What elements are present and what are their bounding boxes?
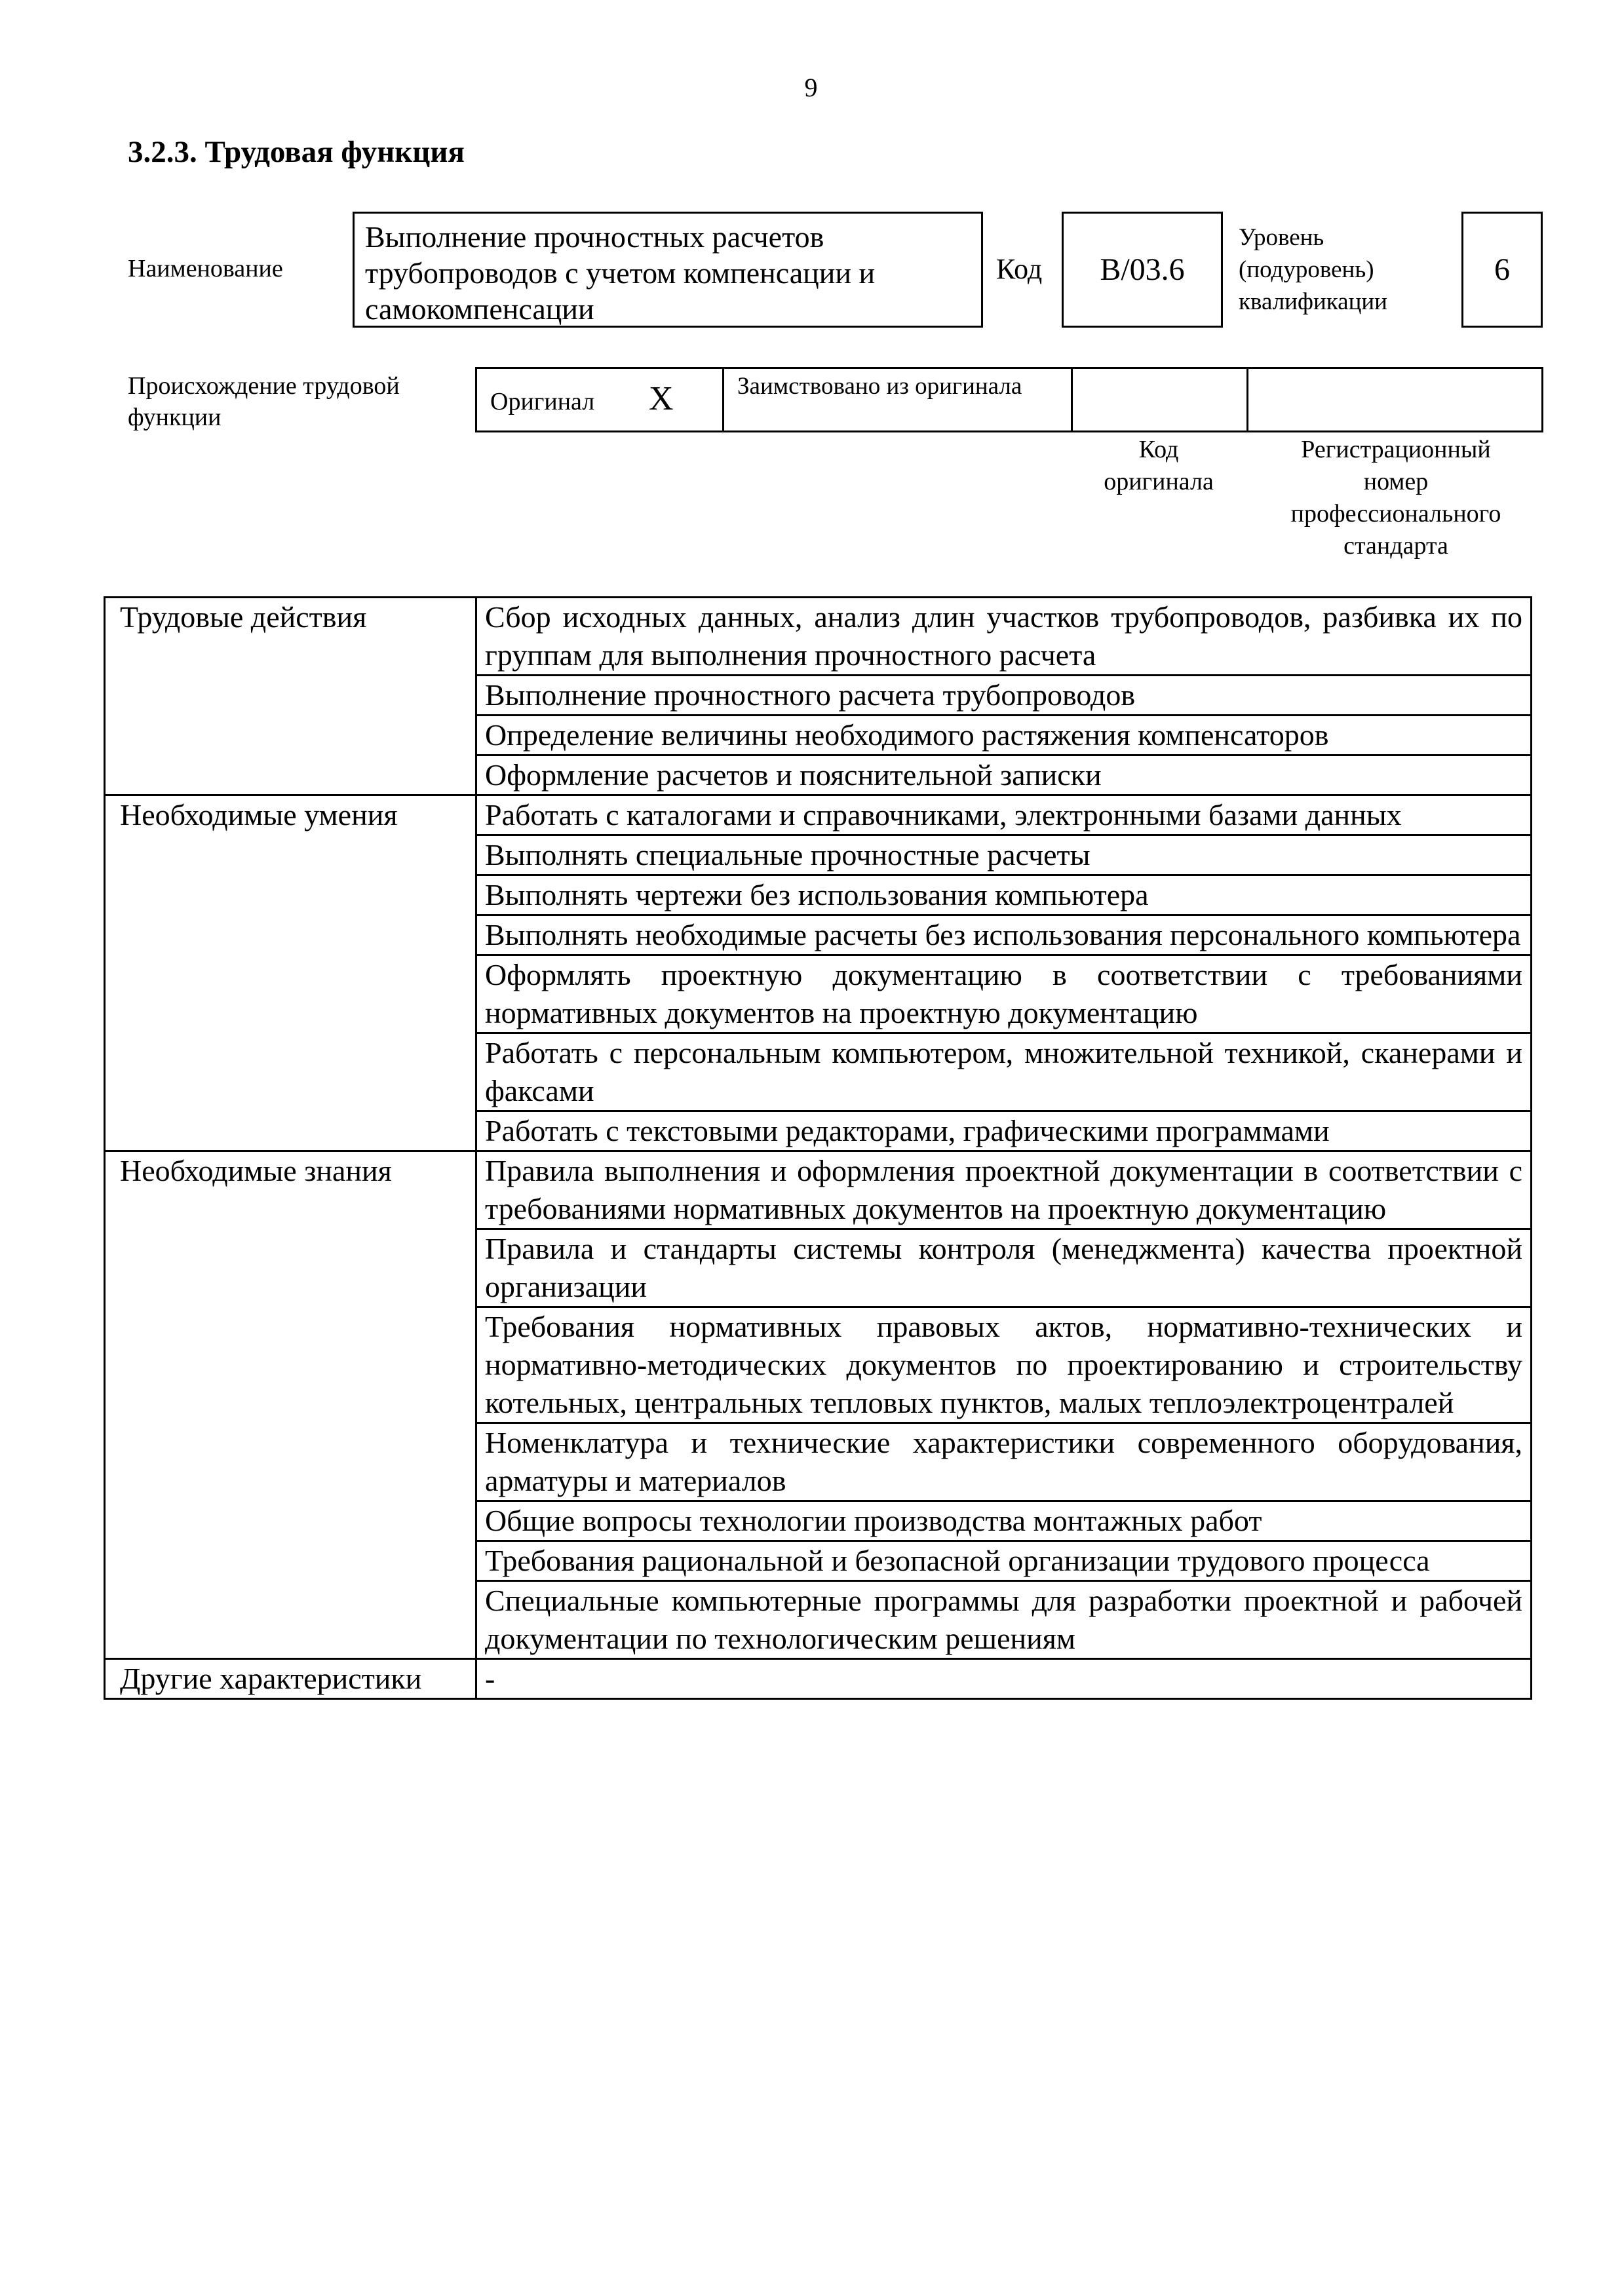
reg-number-cell	[1248, 369, 1541, 430]
original-label: Оригинал	[490, 388, 595, 415]
origin-row	[475, 367, 1543, 432]
table-row	[105, 1659, 1532, 1699]
function-table	[104, 596, 1532, 1700]
origin-label: Происхождение трудовой функции	[128, 372, 400, 431]
level-label-line: квалификации	[1239, 288, 1387, 315]
level-label-line: Уровень	[1239, 224, 1324, 251]
labor-action-item: Сбор исходных данных, анализ длин участков трубопроводов, разбивка их по группам для выполнения прочностного расчета	[476, 598, 1532, 676]
caption-line: стандарта	[1343, 532, 1448, 560]
name-value: Выполнение прочностных расчетов трубопроводов с учетом компенсации и самокомпенсации	[353, 212, 983, 328]
skill-item: Выполнять чертежи без использования компьютера	[476, 875, 1532, 915]
skill-item: Работать с каталогами и справочниками, электронными базами данных	[476, 795, 1532, 835]
labor-action-item: Оформление расчетов и пояснительной записки	[476, 756, 1532, 795]
knowledge-item: Требования нормативных правовых актов, нормативно-технических и нормативно-методических документов по проектированию и строительству котельных, центральных тепловых пунктов, малых теплоэлектроцентралей	[476, 1307, 1532, 1423]
reg-number-caption	[1248, 434, 1543, 562]
caption-line: профессионального	[1290, 500, 1501, 527]
labor-actions-label: Трудовые действия	[105, 598, 476, 795]
knowledge-item: Правила выполнения и оформления проектной документации в соответствии с требованиями нормативных документов на проектную документацию	[476, 1151, 1532, 1229]
skill-item: Выполнять необходимые расчеты без использования персонального компьютера	[476, 915, 1532, 955]
caption-line: номер	[1363, 468, 1429, 495]
code-value: В/03.6	[1062, 212, 1223, 328]
page-number: 9	[804, 73, 818, 102]
borrowed-label: Заимствовано из оригинала	[724, 369, 1073, 430]
skills-label: Необходимые умения	[105, 795, 476, 1151]
other-label: Другие характеристики	[105, 1659, 476, 1699]
original-mark: X	[649, 380, 674, 417]
original-code-cell	[1073, 369, 1248, 430]
code-label: Код	[996, 253, 1043, 285]
knowledge-item: Правила и стандарты системы контроля (менеджмента) качества проектной организации	[476, 1229, 1532, 1307]
table-row	[105, 1151, 1532, 1229]
level-value: 6	[1461, 212, 1543, 328]
caption-line: Регистрационный	[1301, 436, 1491, 463]
knowledge-item: Общие вопросы технологии производства монтажных работ	[476, 1501, 1532, 1541]
knowledge-item: Специальные компьютерные программы для разработки проектной и рабочей документации по технологическим решениям	[476, 1581, 1532, 1659]
original-code-caption	[1073, 434, 1244, 498]
table-row	[105, 795, 1532, 835]
skill-item: Оформлять проектную документацию в соответствии с требованиями нормативных документов на проектную документацию	[476, 955, 1532, 1033]
skill-item: Выполнять специальные прочностные расчеты	[476, 835, 1532, 875]
labor-action-item: Определение величины необходимого растяжения компенсаторов	[476, 716, 1532, 756]
original-cell	[477, 369, 724, 430]
skill-item: Работать с персональным компьютером, множительной техникой, сканерами и факсами	[476, 1033, 1532, 1111]
section-title: 3.2.3. Трудовая функция	[128, 135, 465, 169]
other-value: -	[476, 1659, 1532, 1699]
knowledge-item: Номенклатура и технические характеристики современного оборудования, арматуры и материалов	[476, 1423, 1532, 1501]
knowledge-label: Необходимые знания	[105, 1151, 476, 1659]
caption-line: оригинала	[1104, 468, 1214, 495]
caption-line: Код	[1138, 436, 1179, 463]
knowledge-item: Требования рациональной и безопасной организации трудового процесса	[476, 1541, 1532, 1581]
table-row	[105, 598, 1532, 676]
labor-action-item: Выполнение прочностного расчета трубопроводов	[476, 676, 1532, 716]
skill-item: Работать с текстовыми редакторами, графическими программами	[476, 1111, 1532, 1151]
name-label: Наименование	[128, 255, 283, 282]
level-label	[1239, 221, 1387, 318]
level-label-line: (подуровень)	[1239, 256, 1374, 283]
